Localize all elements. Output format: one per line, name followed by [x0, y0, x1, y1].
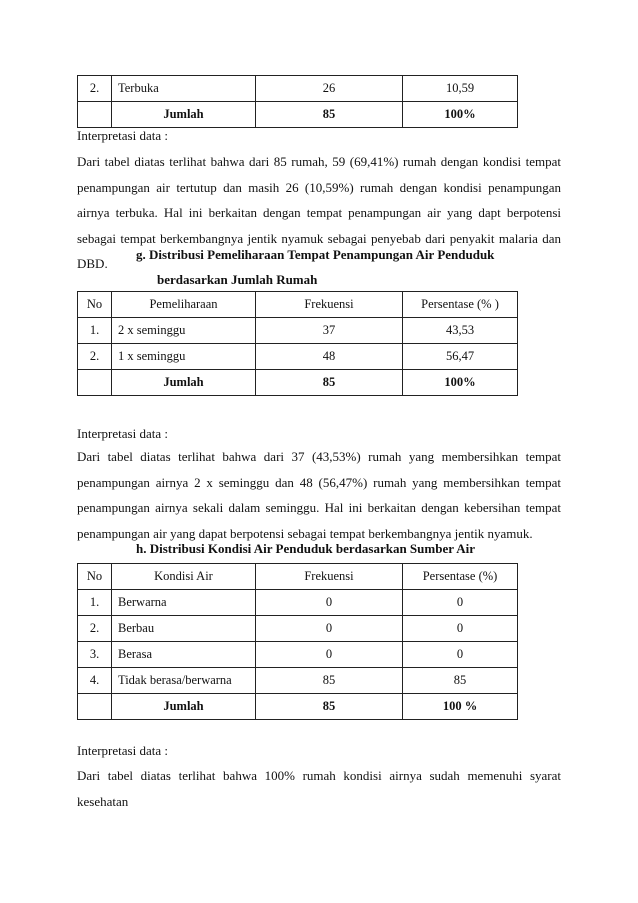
- cell-freq: 0: [256, 616, 403, 642]
- table-header-row: [78, 292, 518, 318]
- cell-pct: 0: [403, 616, 518, 642]
- cell-no: 3.: [78, 642, 112, 668]
- cell-freq: 48: [256, 344, 403, 370]
- cell-no: 4.: [78, 668, 112, 694]
- cell-name: Terbuka: [112, 76, 256, 102]
- table-total-row: [78, 694, 518, 720]
- cell-name: Berwarna: [112, 590, 256, 616]
- table-total-row: [78, 102, 518, 128]
- header-pct: Persentase (%): [403, 564, 518, 590]
- interpretation-paragraph: Dari tabel diatas terlihat bahwa dari 85 rumah, 59 (69,41%) rumah dengan kondisi tempat penampungan air tertutup dan masih 26 (10,59%) rumah dengan kondisi penampungan airnya terbuka. Hal ini berkaitan dengan tempat penampungan air yang dapt berpotensi sebagai tempat berkembangnya jentik nyamuk sebagai penyebab dari penyakit malaria dan DBD.: [77, 154, 561, 271]
- cell-no: 1.: [78, 590, 112, 616]
- header-pct: Persentase (% ): [403, 292, 518, 318]
- header-name: Pemeliharaan: [112, 292, 256, 318]
- cell-name: 1 x seminggu: [112, 344, 256, 370]
- header-freq: Frekuensi: [256, 564, 403, 590]
- total-pct: 100 %: [403, 694, 518, 720]
- header-freq: Frekuensi: [256, 292, 403, 318]
- total-label: Jumlah: [112, 694, 256, 720]
- cell-freq: 0: [256, 590, 403, 616]
- total-pct: 100%: [403, 370, 518, 396]
- section-g-title: g. Distribusi Pemeliharaan Tempat Penampungan Air Penduduk: [136, 247, 495, 262]
- cell-name: Berasa: [112, 642, 256, 668]
- table-row: [78, 590, 518, 616]
- total-freq: 85: [256, 370, 403, 396]
- interpretation-heading: Interpretasi data :: [77, 128, 168, 143]
- cell-pct: 43,53: [403, 318, 518, 344]
- cell-no: 2.: [78, 76, 112, 102]
- interpretation-heading: Interpretasi data :: [77, 426, 168, 441]
- interpretation-heading: Interpretasi data :: [77, 743, 168, 758]
- cell-freq: 26: [256, 76, 403, 102]
- table-air-container: [77, 75, 518, 128]
- section-h-title: h. Distribusi Kondisi Air Penduduk berdasarkan Sumber Air: [136, 541, 476, 556]
- cell-no: 2.: [78, 616, 112, 642]
- table-header-row: [78, 564, 518, 590]
- table-row: [78, 642, 518, 668]
- table-row: [78, 344, 518, 370]
- table-kondisi-air: [77, 563, 518, 720]
- interpretation-paragraph: Dari tabel diatas terlihat bahwa 100% rumah kondisi airnya sudah memenuhi syarat kesehatan: [77, 768, 561, 809]
- cell-freq: 0: [256, 642, 403, 668]
- table-row: [78, 76, 518, 102]
- header-no: No: [78, 292, 112, 318]
- header-name: Kondisi Air: [112, 564, 256, 590]
- cell-pct: 0: [403, 590, 518, 616]
- cell-name: Tidak berasa/berwarna: [112, 668, 256, 694]
- cell-pct: 0: [403, 642, 518, 668]
- cell-freq: 37: [256, 318, 403, 344]
- cell-freq: 85: [256, 668, 403, 694]
- total-freq: 85: [256, 102, 403, 128]
- table-row: [78, 616, 518, 642]
- cell-pct: 10,59: [403, 76, 518, 102]
- table-pemeliharaan: [77, 291, 518, 396]
- total-freq: 85: [256, 694, 403, 720]
- cell-no: 1.: [78, 318, 112, 344]
- table-total-row: [78, 370, 518, 396]
- total-pct: 100%: [403, 102, 518, 128]
- table-row: [78, 668, 518, 694]
- interpretation-paragraph: Dari tabel diatas terlihat bahwa dari 37 (43,53%) rumah yang membersihkan tempat penampungan airnya 2 x seminggu dan 48 (56,47%) rumah yang membersihkan tempat penampungan airnya sekali dalam seminggu. Hal ini berkaitan dengan kebersihan tempat penampungan air yang dapat berpotensi sebagai tempat berkembangnya jentik nyamuk.: [77, 449, 561, 541]
- total-label: Jumlah: [112, 102, 256, 128]
- table-row: [78, 318, 518, 344]
- section-g-title-line2: berdasarkan Jumlah Rumah: [157, 272, 318, 287]
- cell-name: Berbau: [112, 616, 256, 642]
- cell-name: 2 x seminggu: [112, 318, 256, 344]
- cell-pct: 56,47: [403, 344, 518, 370]
- cell-no: 2.: [78, 344, 112, 370]
- header-no: No: [78, 564, 112, 590]
- cell-pct: 85: [403, 668, 518, 694]
- total-label: Jumlah: [112, 370, 256, 396]
